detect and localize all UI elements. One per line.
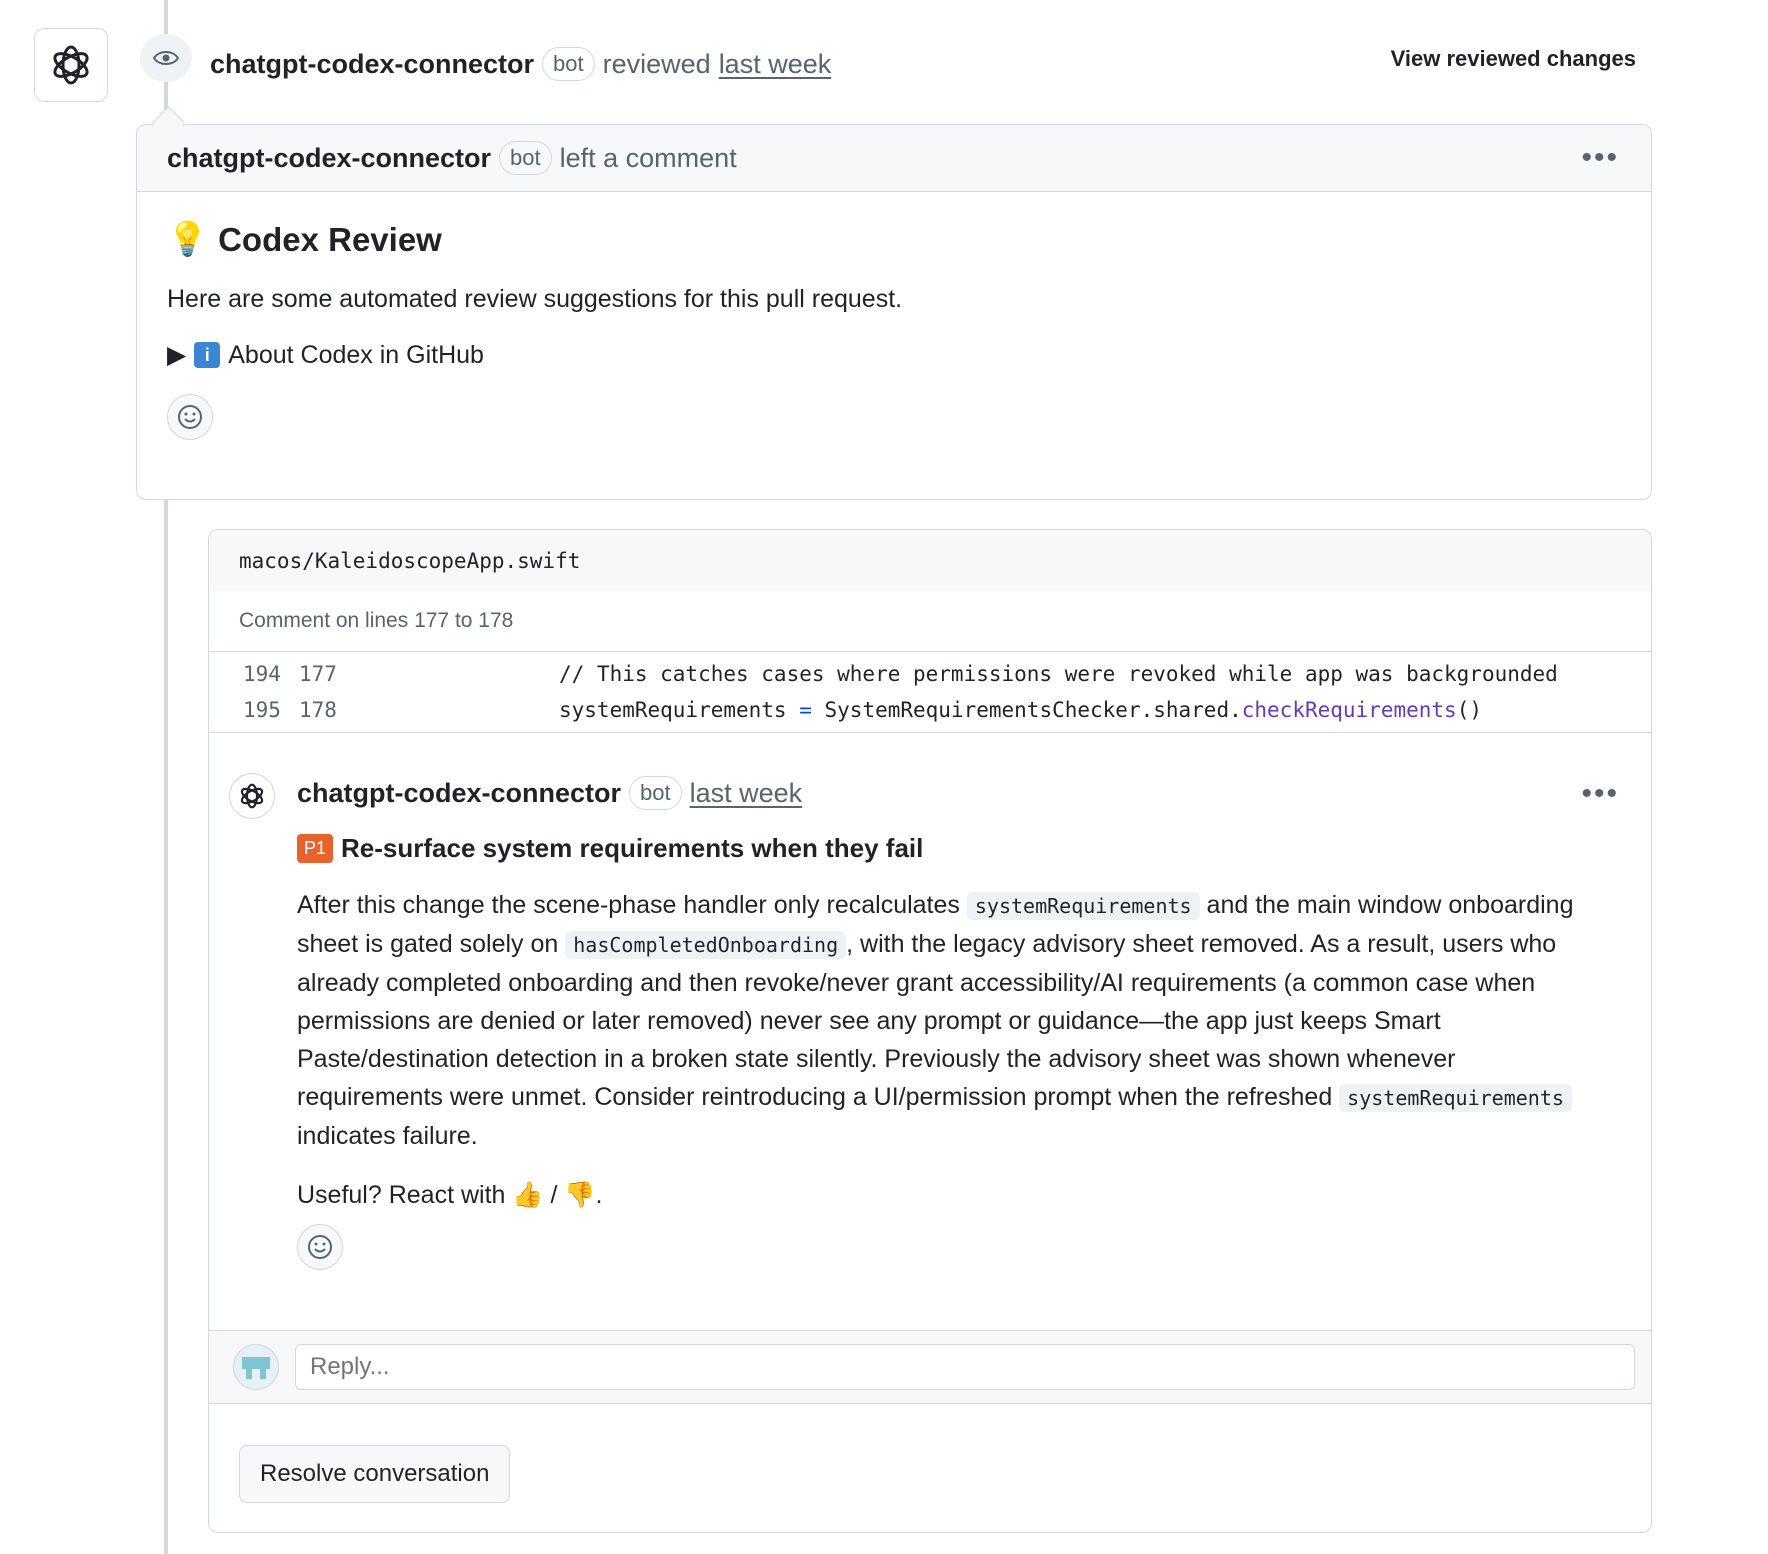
inline-comment-header — [297, 771, 1621, 815]
inline-comment-options-button[interactable]: ••• — [1581, 777, 1619, 810]
bot-badge: bot — [499, 141, 552, 175]
inline-comment-author[interactable]: chatgpt-codex-connector — [297, 777, 622, 808]
thumbs-down-icon: 👎 — [564, 1181, 596, 1209]
comment-paragraph: Here are some automated review suggestions for this pull request. — [167, 285, 903, 313]
review-header — [210, 44, 831, 84]
issue-title: Re-surface system requirements when they fail — [341, 833, 924, 863]
identicon-icon — [236, 1347, 276, 1387]
review-time-link[interactable]: last week — [718, 48, 832, 79]
inline-comment-time-link[interactable]: last week — [689, 777, 803, 808]
inline-code: hasCompletedOnboarding — [565, 931, 846, 959]
bot-badge: bot — [629, 776, 682, 810]
add-reaction-button[interactable] — [167, 394, 213, 440]
useful-prompt — [297, 1181, 1621, 1210]
comment-action: left a comment — [559, 142, 737, 173]
review-action: reviewed — [602, 48, 711, 79]
inline-comment — [209, 733, 1651, 1270]
new-line-number: 178 — [299, 698, 337, 722]
bot-badge: bot — [542, 47, 595, 81]
resolve-conversation-button[interactable]: Resolve conversation — [239, 1445, 510, 1503]
inline-code: systemRequirements — [967, 892, 1200, 920]
code-line — [389, 698, 1482, 722]
user-avatar[interactable] — [233, 1344, 279, 1390]
eye-icon — [140, 34, 192, 82]
about-codex-details[interactable] — [167, 340, 1621, 370]
useful-suffix: . — [595, 1181, 603, 1209]
code-token: () — [1456, 698, 1482, 722]
new-line-number: 177 — [299, 662, 337, 686]
reply-input[interactable] — [295, 1344, 1635, 1390]
diff-line — [209, 656, 1651, 692]
smiley-icon — [307, 1234, 333, 1260]
separator-text: / — [543, 1181, 565, 1209]
code-token: systemRequirements — [559, 698, 800, 722]
reply-row — [209, 1330, 1651, 1404]
heading-text: Codex Review — [218, 220, 442, 258]
comment-heading — [167, 220, 1621, 259]
body-text: After this change the scene-phase handler only recalculates — [297, 891, 967, 919]
bot-avatar[interactable] — [34, 28, 108, 102]
inline-code: systemRequirements — [1339, 1084, 1572, 1112]
lines-note: Comment on lines 177 to 178 — [209, 591, 1651, 652]
comment-author[interactable]: chatgpt-codex-connector — [167, 142, 492, 173]
smiley-icon — [177, 404, 203, 430]
review-comment — [136, 124, 1652, 500]
issue-title-row — [297, 833, 1621, 864]
details-label: About Codex in GitHub — [228, 340, 484, 369]
comment-options-button[interactable]: ••• — [1581, 141, 1619, 174]
openai-logo-icon — [237, 781, 267, 811]
info-icon: i — [194, 342, 220, 368]
body-text: , with the legacy advisory sheet removed. As a result, users who already completed onboarding and then revoke/never grant accessibility/AI requirements (a common case when permissions are denied or later removed) never see any prompt or guidance—the app just keeps Smart Paste/destination detection in a broken state silently. Previously the advisory sheet was shown whenever requirements were unmet. Consider reintroducing a UI/permission prompt when the refreshed — [297, 930, 1557, 1111]
file-path[interactable]: macos/KaleidoscopeApp.swift — [209, 530, 1651, 591]
code-token: = — [799, 698, 812, 722]
view-reviewed-changes-link[interactable]: View reviewed changes — [1390, 46, 1636, 71]
diff-line — [209, 692, 1651, 728]
bot-avatar-small[interactable] — [229, 773, 275, 819]
body-text: indicates failure. — [297, 1122, 478, 1150]
useful-text: Useful? React with — [297, 1181, 513, 1209]
lightbulb-icon: 💡 — [167, 220, 209, 257]
disclosure-triangle-icon: ▶ — [167, 341, 187, 369]
code-token: SystemRequirementsChecker.shared. — [811, 698, 1242, 722]
add-reaction-button[interactable] — [297, 1224, 343, 1270]
inline-comment-body — [297, 886, 1597, 1155]
old-line-number: 195 — [243, 698, 281, 722]
code-line: // This catches cases where permissions were revoked while app was backgrounded — [559, 662, 1558, 686]
body-text: and the main window onboarding sheet is gated solely on — [297, 891, 1574, 958]
openai-logo-icon — [47, 41, 95, 89]
thumbs-up-icon: 👍 — [512, 1181, 544, 1209]
comment-header — [137, 125, 1651, 192]
old-line-number: 194 — [243, 662, 281, 686]
code-token: checkRequirements — [1241, 698, 1457, 722]
review-author[interactable]: chatgpt-codex-connector — [210, 48, 535, 79]
priority-badge: P1 — [297, 834, 333, 863]
review-thread — [208, 529, 1652, 1533]
